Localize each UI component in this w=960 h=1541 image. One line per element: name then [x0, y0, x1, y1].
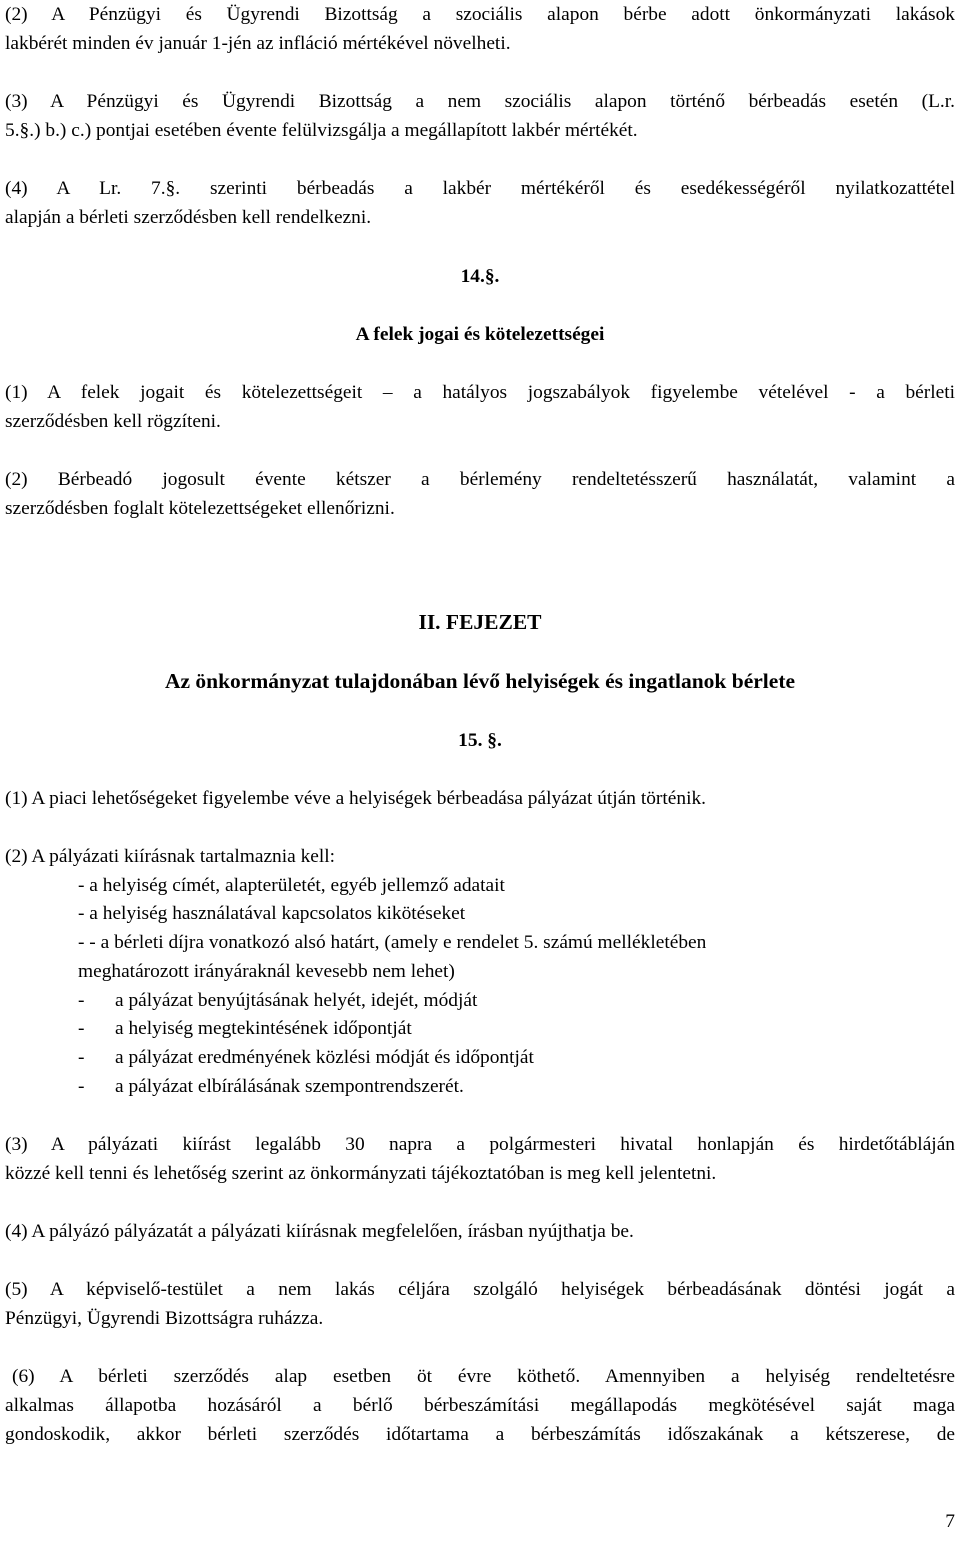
paragraph-13-2-line-1: (2) A Pénzügyi és Ügyrendi Bizottság a szociális alapon bérbe adott önkormányzati lakások: [5, 4, 955, 25]
list-dash: -: [78, 1018, 85, 1039]
paragraph-15-4: (4) A pályázó pályázatát a pályázati kiírásnak megfelelően, írásban nyújthatja be.: [5, 1221, 634, 1242]
list-item-text: a pályázat elbírálásának szempontrendszerét.: [115, 1076, 464, 1097]
list-item-text: a pályázat benyújtásának helyét, idejét, módját: [115, 990, 478, 1011]
list-item-text: a pályázat eredményének közlési módját és időpontját: [115, 1047, 534, 1068]
list-item: - a helyiség címét, alapterületét, egyéb jellemző adatait: [78, 875, 505, 896]
list-item-text: a helyiség megtekintésének időpontját: [115, 1018, 412, 1039]
list-item: [0, 1043, 960, 1072]
paragraph-13-3-line-1: (3) A Pénzügyi és Ügyrendi Bizottság a nem szociális alapon történő bérbeadás esetén (L.r.: [5, 91, 955, 112]
list-item-continuation: meghatározott irányáraknál kevesebb nem lehet): [78, 961, 455, 982]
section-15-number: 15. §.: [458, 730, 502, 751]
paragraph-15-3-line-2: közzé kell tenni és lehetőség szerint az önkormányzati tájékoztatóban is meg kell jelentetni.: [5, 1163, 717, 1184]
paragraph-13-2-line-2: lakbérét minden év január 1-jén az infláció mértékével növelheti.: [5, 33, 511, 54]
chapter-2-subtitle: Az önkormányzat tulajdonában lévő helyiségek és ingatlanok bérlete: [164, 669, 796, 693]
paragraph-13-3-line-2: 5.§.) b.) c.) pontjai esetében évente felülvizsgálja a megállapított lakbér mértékét.: [5, 120, 638, 141]
list-item: [0, 1072, 960, 1101]
paragraph-15-3-line-1: (3) A pályázati kiírást legalább 30 napra a polgármesteri hivatal honlapján és hirdetőtábláján: [5, 1134, 955, 1155]
page-number: 7: [945, 1511, 955, 1532]
paragraph-15-5-line-1: (5) A képviselő-testület a nem lakás céljára szolgáló helyiségek bérbeadásának döntési jogát a: [5, 1279, 955, 1300]
paragraph-15-6-line-3: gondoskodik, akkor bérleti szerződés időtartama a bérbeszámítás időszakának a kétszerese, de: [5, 1424, 955, 1445]
section-14-number: 14.§.: [460, 266, 500, 287]
paragraph-14-2-line-1: (2) Bérbeadó jogosult évente kétszer a bérlemény rendeltetésszerű használatát, valamint a: [5, 469, 955, 490]
paragraph-14-1-line-1: (1) A felek jogait és kötelezettségeit – a hatályos jogszabályok figyelembe vételével - a bérleti: [5, 382, 955, 403]
list-item: [0, 986, 960, 1015]
paragraph-13-4-line-2: alapján a bérleti szerződésben kell rendelkezni.: [5, 207, 372, 228]
list-item: [0, 1014, 960, 1043]
paragraph-15-6-line-1: (6) A bérleti szerződés alap esetben öt évre köthető. Amennyiben a helyiség rendeltetésre: [12, 1366, 955, 1387]
paragraph-15-6-line-2: alkalmas állapotba hozásáról a bérlő bérbeszámítási megállapodás megkötésével saját maga: [5, 1395, 955, 1416]
paragraph-15-1: (1) A piaci lehetőségeket figyelembe véve a helyiségek bérbeadása pályázat útján történik.: [5, 788, 706, 809]
paragraph-13-4-line-1: (4) A Lr. 7.§. szerinti bérbeadás a lakbér mértékéről és esedékességéről nyilatkozattétel: [5, 178, 955, 199]
list-item: - a helyiség használatával kapcsolatos kikötéseket: [78, 903, 466, 924]
list-item: - - a bérleti díjra vonatkozó alsó határt, (amely e rendelet 5. számú mellékletében: [78, 932, 707, 953]
paragraph-14-2-line-2: szerződésben foglalt kötelezettségeket ellenőrizni.: [5, 498, 395, 519]
list-dash: -: [78, 1047, 85, 1068]
list-dash: -: [78, 990, 85, 1011]
list-dash: -: [78, 1076, 85, 1097]
chapter-2-title: II. FEJEZET: [418, 610, 542, 634]
paragraph-15-5-line-2: Pénzügyi, Ügyrendi Bizottságra ruházza.: [5, 1308, 324, 1329]
paragraph-15-2-intro: (2) A pályázati kiírásnak tartalmaznia kell:: [5, 846, 336, 867]
paragraph-14-1-line-2: szerződésben kell rögzíteni.: [5, 411, 221, 432]
section-14-title: A felek jogai és kötelezettségei: [355, 324, 605, 345]
